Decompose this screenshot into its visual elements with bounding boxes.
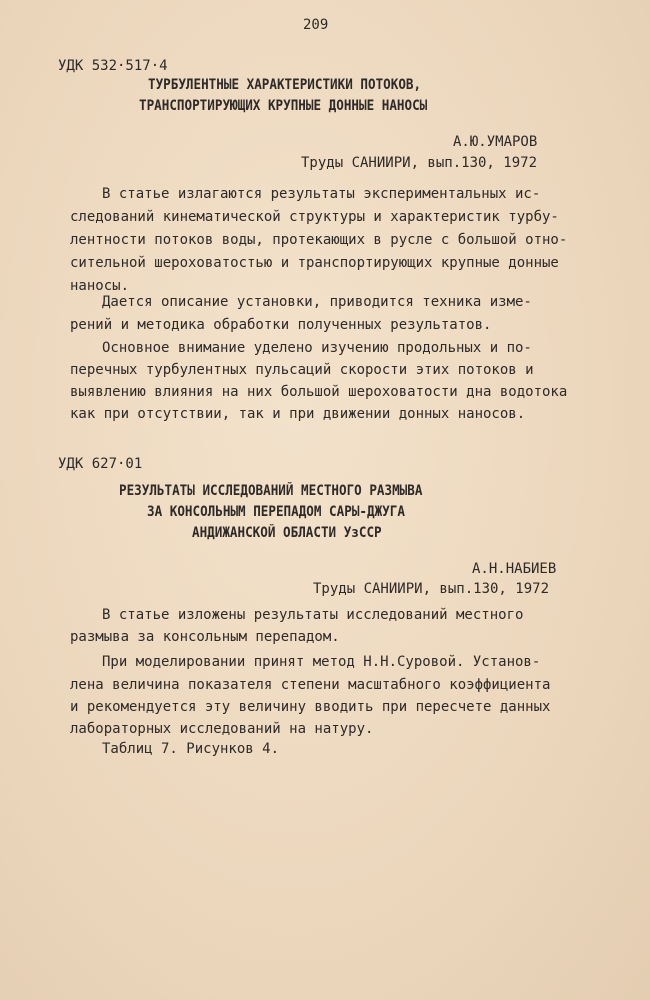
article-2-text-line: При моделировании принят метод Н.Н.Суровой. Установ- [102,654,541,670]
article-1-text-line: лентности потоков воды, протекающих в русле с большой отно- [70,232,568,248]
article-2-author: А.Н.НАБИЕВ [472,561,557,577]
article-2-text-line: размыва за консольным перепадом. [70,629,340,645]
article-2-udk: УДК 627·01 [58,456,143,472]
article-2-source: Труды САНИИРИ, вып.130, 1972 [313,581,550,597]
article-2-text-line: Таблиц 7. Рисунков 4. [102,741,280,757]
article-2-title-line-2: ЗА КОНСОЛЬНЫМ ПЕРЕПАДОМ САРЫ-ДЖУГА [147,504,405,520]
article-1-text-line: В статье излагаются результаты экспериментальных ис- [102,186,541,202]
article-2-text-line: и рекомендуется эту величину вводить при пересчете данных [70,699,551,715]
article-2-title-line-3: АНДИЖАНСКОЙ ОБЛАСТИ УзССР [192,525,382,541]
article-2-text-line: В статье изложены результаты исследований местного [102,607,524,623]
article-2-title-line-1: РЕЗУЛЬТАТЫ ИССЛЕДОВАНИЙ МЕСТНОГО РАЗМЫВА [119,483,423,499]
article-1-text-line: наносы. [70,278,130,294]
article-1-source: Труды САНИИРИ, вып.130, 1972 [301,155,538,171]
article-1-udk: УДК 532·517·4 [58,58,168,74]
article-1-text-line: Дается описание установки, приводится техника изме- [102,294,532,310]
article-2-text-line: лабораторных исследований на натуру. [70,721,374,737]
article-1-text-line: рений и методика обработки полученных результатов. [70,317,492,333]
page-number: 209 [303,17,329,33]
article-1-text-line: следований кинематической структуры и характеристик турбу- [70,209,559,225]
article-1-title-line-1: ТУРБУЛЕНТНЫЕ ХАРАКТЕРИСТИКИ ПОТОКОВ, [148,77,422,93]
article-1-text-line: выявлению влияния на них большой шероховатости дна водотока [70,384,568,400]
article-1-text-line: как при отсутствии, так и при движении донных наносов. [70,406,526,422]
article-1-text-line: перечных турбулентных пульсаций скорости этих потоков и [70,362,534,378]
article-2-text-line: лена величина показателя степени масштабного коэффициента [70,677,551,693]
article-1-text-line: сительной шероховатостью и транспортирующих крупные донные [70,255,559,271]
article-1-author: А.Ю.УМАРОВ [453,134,538,150]
article-1-title-line-2: ТРАНСПОРТИРУЮЩИХ КРУПНЫЕ ДОННЫЕ НАНОСЫ [139,98,428,114]
article-1-text-line: Основное внимание уделено изучению продольных и по- [102,340,532,356]
